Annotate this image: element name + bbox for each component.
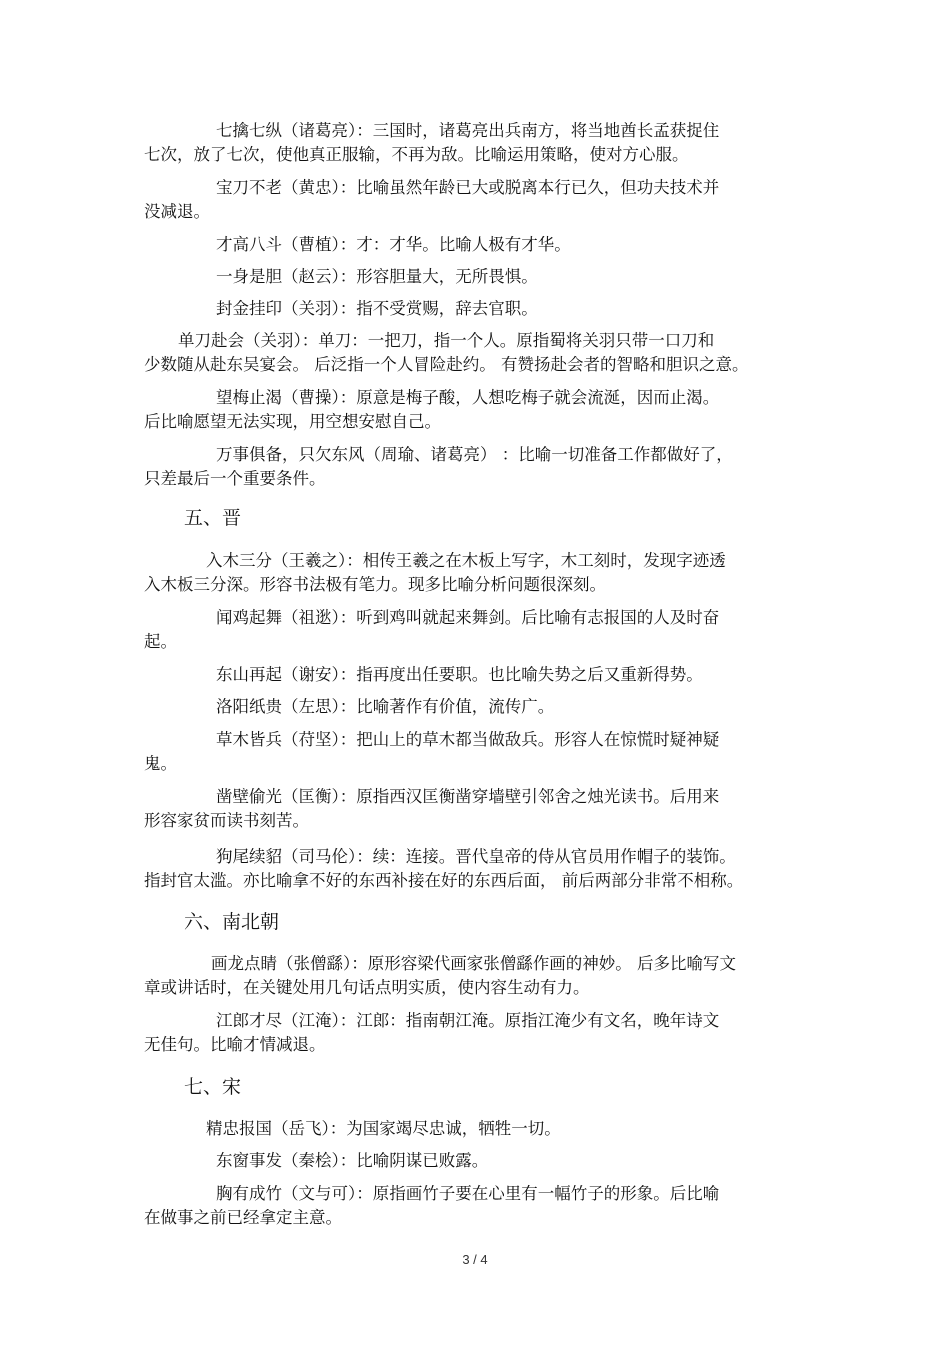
entry-line-2: 少数随从赴东吴宴会。 后泛指一个人冒险赴约。 有赞扬赴会者的智略和胆识之意。 [144, 355, 749, 374]
entry-line-1: 宝刀不老（黄忠）：比喻虽然年龄已大或脱离本行已久，但功夫技术并 [216, 178, 720, 197]
entry-line-1: 狗尾续貂（司马伦）：续：连接。晋代皇帝的侍从官员用作帽子的装饰。 [216, 847, 736, 866]
idiom-entry-jingzhong-baoguo [144, 1117, 804, 1141]
idiom-entry-rumu-sanfen [144, 549, 804, 597]
idiom-entry-wenji-qiwu [144, 606, 804, 654]
entry-line-2: 章或讲话时，在关键处用几句话点明实质，使内容生动有力。 [144, 978, 590, 997]
section-heading-song: 七、宋 [184, 1076, 242, 1098]
entry-line-2: 形容家贫而读书刻苦。 [144, 811, 309, 830]
entry-line-1: 洛阳纸贵（左思）：比喻著作有价值，流传广。 [216, 697, 555, 716]
idiom-entry-yishen-shidan [144, 265, 804, 289]
idiom-entry-fengjin-guayin [144, 297, 804, 321]
idiom-entry-baodao-bulao [144, 176, 804, 224]
page-number: 3 / 4 [462, 1252, 488, 1267]
idiom-entry-wangmei-zhike [144, 386, 804, 434]
entry-line-1: 七擒七纵（诸葛亮）：三国时，诸葛亮出兵南方，将当地酋长孟获捉住 [216, 121, 720, 140]
entry-line-1: 胸有成竹（文与可）：原指画竹子要在心里有一幅竹子的形象。后比喻 [216, 1184, 720, 1203]
entry-line-1: 东山再起（谢安）：指再度出任要职。也比喻失势之后又重新得势。 [216, 665, 703, 684]
entry-line-1: 单刀赴会（关羽）：单刀：一把刀，指一个人。原指蜀将关羽只带一口刀和 [178, 331, 715, 350]
entry-line-1: 江郎才尽（江淹）：江郎：指南朝江淹。原指江淹少有文名，晚年诗文 [216, 1011, 720, 1030]
idiom-entry-wanshi-jubei [144, 443, 804, 491]
entry-line-2: 只差最后一个重要条件。 [144, 469, 326, 488]
entry-line-1: 画龙点睛（张僧繇）：原形容梁代画家张僧繇作画的神妙。 后多比喻写文 [211, 954, 736, 973]
entry-line-2: 鬼。 [144, 754, 177, 773]
entry-line-2: 后比喻愿望无法实现，用空想安慰自己。 [144, 412, 441, 431]
idiom-entry-gouwei-xudiao [144, 845, 804, 893]
idiom-entry-hualong-dianjing [144, 952, 804, 1000]
idiom-entry-qiqin-qizong [144, 119, 804, 167]
entry-line-1: 草木皆兵（苻坚）：把山上的草木都当做敌兵。形容人在惊慌时疑神疑 [216, 730, 720, 749]
entry-line-2: 在做事之前已经拿定主意。 [144, 1208, 342, 1227]
entry-line-1: 望梅止渴（曹操）：原意是梅子酸，人想吃梅子就会流涎，因而止渴。 [216, 388, 720, 407]
section-heading-nanbeichao: 六、南北朝 [184, 911, 280, 933]
idiom-entry-zaobi-touguang [144, 785, 804, 833]
idiom-entry-caigao-badou [144, 233, 804, 257]
idiom-entry-xiongyou-chengzhu [144, 1182, 804, 1230]
entry-line-1: 入木三分（王羲之）：相传王羲之在木板上写字，木工刻时，发现字迹透 [206, 551, 726, 570]
idiom-entry-dongchuang-shifa [144, 1149, 804, 1173]
entry-line-1: 封金挂印（关羽）：指不受赏赐，辞去官职。 [216, 299, 538, 318]
entry-line-1: 万事俱备，只欠东风（周瑜、诸葛亮） ：比喻一切准备工作都做好了， [216, 445, 733, 464]
entry-line-1: 一身是胆（赵云）：形容胆量大，无所畏惧。 [216, 267, 538, 286]
entry-line-1: 精忠报国（岳飞）：为国家竭尽忠诚，牺牲一切。 [206, 1119, 561, 1138]
entry-line-1: 东窗事发（秦桧）：比喻阴谋已败露。 [216, 1151, 489, 1170]
idiom-entry-dandao-fuhui [144, 329, 804, 377]
entry-line-2: 无佳句。比喻才情减退。 [144, 1035, 326, 1054]
entry-line-2: 七次，放了七次，使他真正服输，不再为敌。比喻运用策略，使对方心服。 [144, 145, 689, 164]
entry-line-2: 起。 [144, 632, 177, 651]
idiom-entry-jianglang-caijin [144, 1009, 804, 1057]
entry-line-1: 闻鸡起舞（祖逖）：听到鸡叫就起来舞剑。后比喻有志报国的人及时奋 [216, 608, 720, 627]
idiom-entry-caomu-jiebing [144, 728, 804, 776]
section-heading-jin: 五、晋 [184, 507, 242, 529]
entry-line-1: 凿壁偷光（匡衡）：原指西汉匡衡凿穿墙壁引邻舍之烛光读书。后用来 [216, 787, 720, 806]
entry-line-2: 指封官太滥。亦比喻拿不好的东西补接在好的东西后面， 前后两部分非常不相称。 [144, 871, 744, 890]
entry-line-2: 入木板三分深。形容书法极有笔力。现多比喻分析问题很深刻。 [144, 575, 606, 594]
entry-line-1: 才高八斗（曹植）：才：才华。比喻人极有才华。 [216, 235, 571, 254]
idiom-entry-luoyang-zhigui [144, 695, 804, 719]
entry-line-2: 没减退。 [144, 202, 210, 221]
idiom-entry-dongshan-zaiqi [144, 663, 804, 687]
